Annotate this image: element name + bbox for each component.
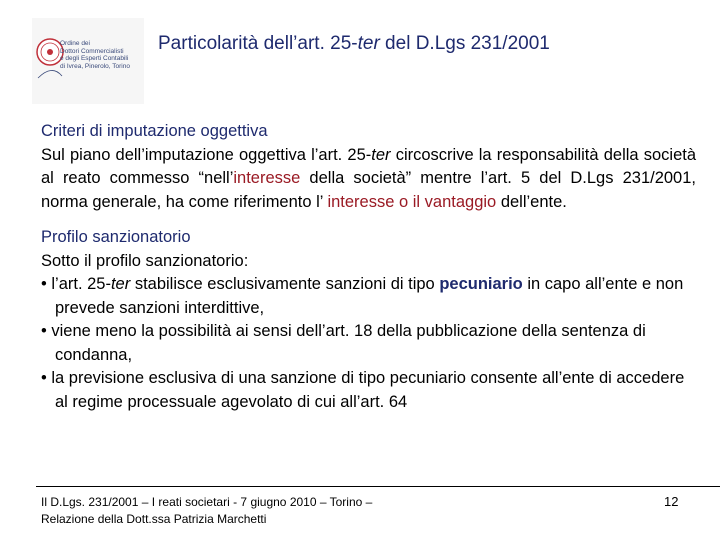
page-number: 12 [664, 494, 679, 509]
logo-line: Dottori Commercialisti [60, 47, 124, 55]
title-part: del D.Lgs 231/2001 [379, 33, 550, 54]
text-run: della società” mentre l’art. 5 del D.Lgs 231/2001, norma generale, ha come riferimento l’ [41, 169, 696, 211]
text-run: stabilisce esclusivamente sanzioni di tipo [130, 275, 440, 293]
slide-body [41, 120, 696, 414]
spacer [41, 214, 696, 226]
text-run: Sul piano dell’imputazione oggettiva l’art. 25- [41, 145, 372, 164]
imputazione-paragraph [41, 144, 696, 215]
title-italic: ter [357, 33, 380, 54]
title-part: Particolarità dell’art. 25- [158, 33, 358, 54]
text-run: in capo all’ente e non prevede sanzioni interdittive, [55, 275, 684, 317]
logo-line: Ordine dei [60, 40, 90, 47]
footer-line-1: Il D.Lgs. 231/2001 – I reati societari - 7 giugno 2010 – Torino – [41, 495, 373, 509]
text-run: dell’ente. [496, 192, 567, 211]
footer-line-2: Relazione della Dott.ssa Patrizia Marchetti [41, 512, 267, 526]
footer [41, 494, 481, 528]
text-italic: ter [371, 145, 391, 164]
text-run: circoscrive la responsabilità della società al reato commesso “nell’ [41, 145, 697, 187]
text-italic: ter [110, 275, 131, 293]
bullet-item [41, 273, 696, 320]
logo-line: e degli Esperti Contabili [60, 55, 129, 62]
emphasis-interesse-vantaggio: interesse o il vantaggio [327, 192, 497, 211]
text-run: • l’art. 25- [41, 275, 111, 293]
emphasis-pecuniario: pecuniario [439, 275, 523, 293]
bullet-item: • la previsione esclusiva di una sanzione di tipo pecuniario consente all’ente di accedere al regime processuale agevolato di cui all’art. 64 [41, 369, 685, 411]
footer-divider [36, 486, 720, 487]
logo-line: di Ivrea, Pinerolo, Torino [60, 62, 130, 70]
section-heading-sanzionatorio: Profilo sanzionatorio [41, 228, 191, 246]
emphasis-interesse: interesse [233, 169, 301, 187]
sanzionatorio-intro: Sotto il profilo sanzionatorio: [41, 251, 249, 270]
slide-title [158, 33, 698, 55]
section-heading-imputazione: Criteri di imputazione oggettiva [41, 122, 268, 140]
bullet-item: • viene meno la possibilità ai sensi dell’art. 18 della pubblicazione della sentenza di condanna, [41, 322, 646, 364]
logo-text [60, 40, 152, 70]
